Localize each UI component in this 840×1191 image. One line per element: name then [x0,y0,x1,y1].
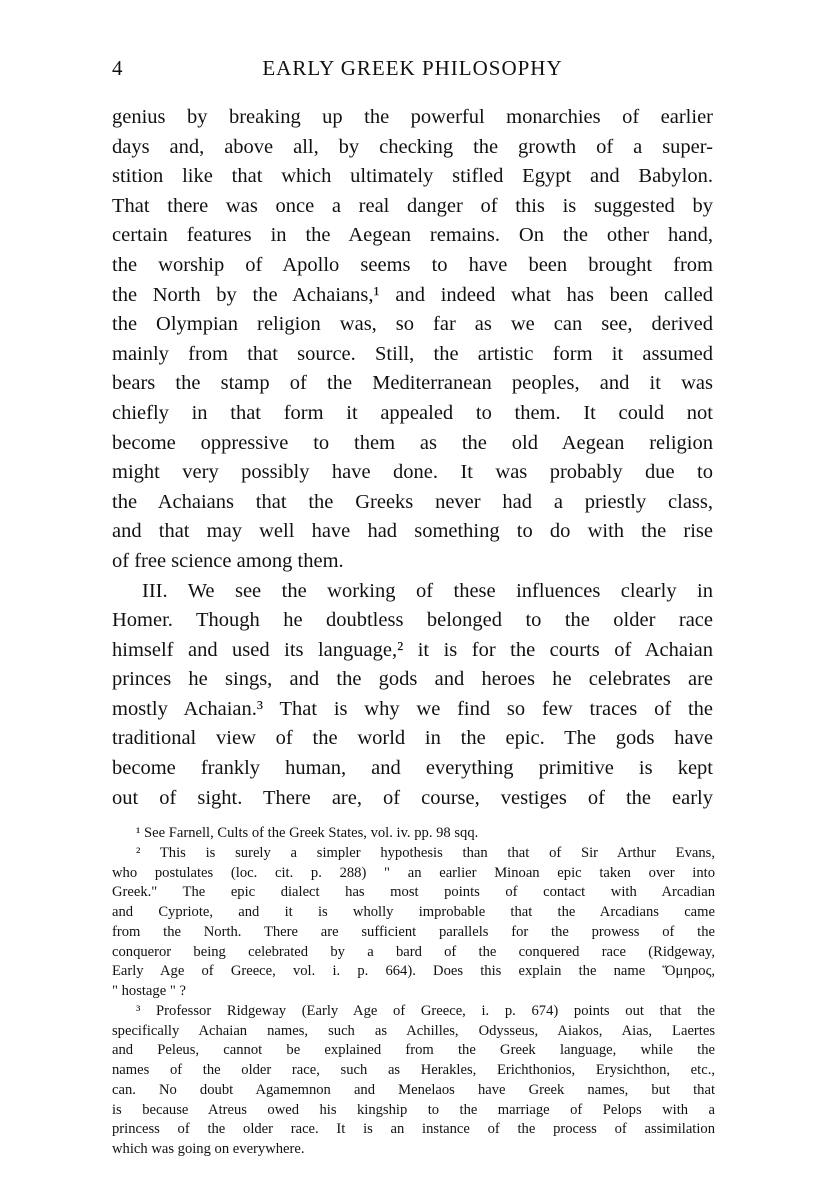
body-line: might very possibly have done. It was probably due to [112,461,713,484]
footnote-line: ² This is surely a simpler hypothesis than that of Sir Arthur Evans, [136,844,715,861]
body-line: himself and used its language,² it is for the courts of Achaian [112,638,713,661]
footnote-line: conqueror being celebrated by a bard of the conquered race (Ridgeway, [112,943,715,960]
body-line: and that may well have had something to do with the rise [112,520,713,543]
running-header [112,56,713,86]
body-line: princes he sings, and the gods and heroes he celebrates are [112,668,713,691]
body-line: bears the stamp of the Mediterranean peoples, and it was [112,372,713,395]
footnote-line: and Peleus, cannot be explained from the Greek language, while the [112,1042,715,1059]
footnote-line: from the North. There are sufficient parallels for the prowess of the [112,923,715,940]
body-line: genius by breaking up the powerful monarchies of earlier [112,106,713,128]
footnote-line: princess of the older race. It is an instance of the process of assimilation [112,1121,715,1138]
footnote-line: names of the older race, such as Herakles, Erichthonios, Erysichthon, etc., [112,1062,715,1078]
footnote-line: ¹ See Farnell, Cults of the Greek States, vol. iv. pp. 98 sqq. [136,825,479,841]
footnote-line: is because Atreus owed his kingship to the marriage of Pelops with a [112,1101,715,1118]
footnote-line: ³ Professor Ridgeway (Early Age of Greece, i. p. 674) points out that the [136,1002,715,1019]
body-line: of free science among them. [112,549,344,572]
body-text [112,103,713,813]
body-line: That there was once a real danger of this is suggested by [112,194,713,217]
footnote-line: Early Age of Greece, vol. i. p. 664). Does this explain the name Ὅμηρος, [112,963,715,980]
body-line: III. We see the working of these influences clearly in [142,579,713,602]
body-line: days and, above all, by checking the growth of a super- [112,135,713,158]
footnote-line: can. No doubt Agamemnon and Menelaos have Greek names, but that [112,1081,715,1098]
body-line: become oppressive to them as the old Aegean religion [112,431,713,454]
running-title: EARLY GREEK PHILOSOPHY [262,56,563,80]
footnote-line: who postulates (loc. cit. p. 288) " an earlier Minoan epic taken over into [112,864,715,881]
body-line: the Olympian religion was, so far as we can see, derived [112,313,713,336]
body-line: the Achaians that the Greeks never had a priestly class, [112,490,713,513]
footnote-line: specifically Achaian names, such as Achilles, Odysseus, Aiakos, Aias, Laertes [112,1022,715,1039]
footnote-line: Greek." The epic dialect has most points of contact with Arcadian [112,884,715,901]
body-line: mostly Achaian.³ That is why we find so few traces of the [112,697,713,720]
body-line: become frankly human, and everything primitive is kept [112,757,713,780]
footnote-line: which was going on everywhere. [112,1141,305,1157]
body-line: the worship of Apollo seems to have been brought from [112,253,713,276]
body-line: mainly from that source. Still, the artistic form it assumed [112,342,713,365]
body-line: stition like that which ultimately stifled Egypt and Babylon. [112,165,713,188]
body-line: the North by the Achaians,¹ and indeed what has been called [112,283,713,306]
body-line: certain features in the Aegean remains. On the other hand, [112,224,713,247]
body-line: traditional view of the world in the epic. The gods have [112,727,713,750]
body-line: chiefly in that form it appealed to them. It could not [112,401,713,424]
body-line: Homer. Though he doubtless belonged to the older race [112,609,713,632]
body-line: out of sight. There are, of course, vestiges of the early [112,786,713,809]
footnote-line: " hostage " ? [112,983,186,999]
footnotes [112,824,715,1160]
footnote-line: and Cypriote, and it is wholly improbable that the Arcadians came [112,904,715,920]
page-number: 4 [112,56,124,80]
